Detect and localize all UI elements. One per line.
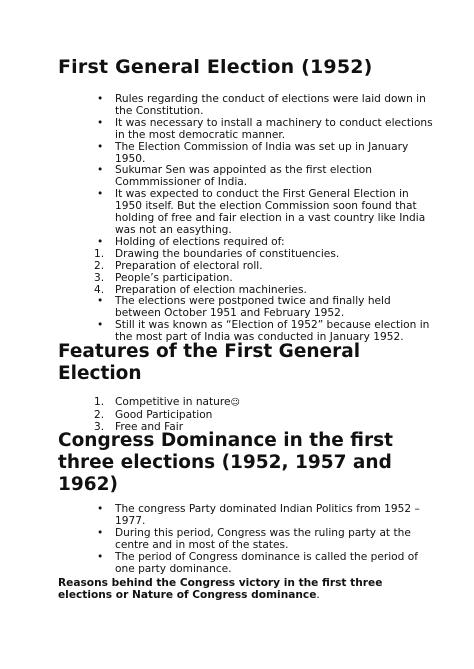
list-item [95, 504, 435, 528]
list-item-text: Free and Fair [115, 420, 184, 433]
smiley-icon: ☺ [230, 398, 240, 408]
section1-list [95, 94, 435, 344]
number-marker: 3. [94, 420, 105, 433]
bullet-marker: • [97, 295, 104, 308]
number-marker: 1. [94, 396, 105, 408]
list-item-text: Preparation of electoral roll. [115, 259, 263, 272]
list-item-text: It was necessary to install a machinery to conduct elections in the most democratic manner. [115, 116, 433, 141]
number-marker: 2. [94, 259, 105, 272]
list-item-text: It was expected to conduct the First General Election in 1950 itself. But the election Commission soon found that holding of free and fair election in a vast country like India was not an easything. [115, 188, 426, 236]
list-item-text: The Election Commission of India was set up in January 1950. [115, 140, 409, 165]
bullet-marker: • [97, 503, 104, 515]
list-item-text: Competitive in nature [115, 396, 231, 408]
list-item [95, 552, 435, 576]
number-marker: 3. [94, 271, 105, 284]
list-item [95, 165, 435, 189]
bullet-marker: • [97, 235, 104, 248]
list-item-text: Preparation of election machineries. [115, 283, 307, 296]
list-item-text: The elections were postponed twice and finally held between October 1951 and February 1952. [115, 295, 391, 320]
section3-list [95, 504, 435, 575]
bullet-marker: • [97, 164, 104, 177]
reasons-bold-text: Reasons behind the Congress victory in the first three elections or Nature of Congress dominance [58, 577, 383, 601]
list-item [95, 296, 435, 320]
list-item-text: The period of Congress dominance is called the period of one party dominance. [115, 550, 418, 575]
list-item-text: The congress Party dominated Indian Politics from 1952 – 1977. [115, 503, 420, 527]
section1-title: First General Election (1952) [58, 56, 373, 78]
bullet-marker: • [97, 116, 104, 129]
list-item [95, 118, 435, 142]
number-marker: 1. [94, 247, 105, 260]
list-item-text: People’s participation. [115, 271, 233, 284]
section3-title: Congress Dominance in the first three elections (1952, 1957 and 1962) [58, 430, 393, 495]
bullet-marker: • [97, 140, 104, 153]
list-item [95, 189, 435, 237]
bullet-marker: • [97, 550, 104, 563]
number-marker: 4. [94, 283, 105, 296]
list-item-text: Holding of elections required of: [115, 235, 285, 248]
list-item-text: Still it was known as “Election of 1952” because election in the most part of India was conducted in January 1952. [115, 319, 430, 344]
number-marker: 2. [94, 408, 105, 421]
reasons-tail: . [316, 589, 320, 601]
section2-list [95, 397, 435, 434]
list-item [95, 528, 435, 552]
bullet-marker: • [97, 526, 104, 539]
list-item [95, 142, 435, 166]
list-item [95, 94, 435, 118]
section2-title: Features of the First General Election [58, 341, 361, 384]
bullet-marker: • [97, 93, 104, 105]
list-item-text: Sukumar Sen was appointed as the first election Commmissioner of India. [115, 164, 373, 189]
bullet-marker: • [97, 188, 104, 201]
list-item-text: During this period, Congress was the ruling party at the centre and in most of the states. [115, 526, 411, 551]
bullet-marker: • [97, 319, 104, 332]
list-item-text: Good Participation [115, 408, 213, 421]
list-item-text: Rules regarding the conduct of elections were laid down in the Constitution. [115, 93, 426, 117]
list-item-text: Drawing the boundaries of constituencies. [115, 247, 340, 260]
reasons-paragraph [58, 577, 428, 601]
